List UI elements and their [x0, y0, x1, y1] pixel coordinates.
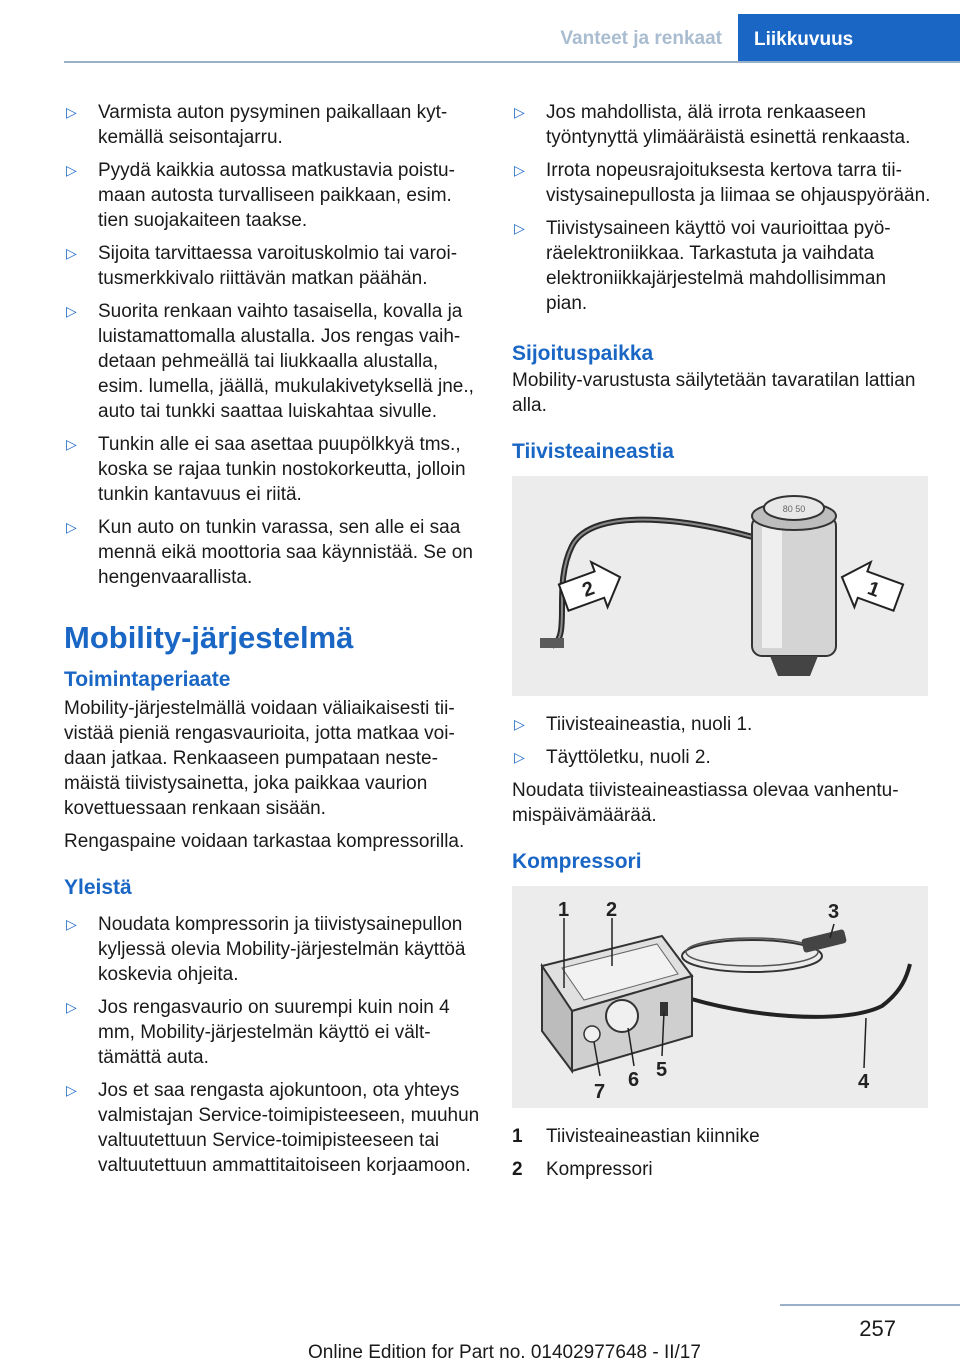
triangle-bullet-icon: ▷	[514, 220, 525, 236]
triangle-bullet-icon: ▷	[66, 999, 77, 1015]
air-hose	[682, 964, 910, 1017]
subheading-principle: Toimintaperiaate	[64, 668, 231, 691]
triangle-bullet-icon: ▷	[66, 916, 77, 932]
fig-label-7: 7	[594, 1081, 606, 1103]
list-item: ▷ Tiivisteaineastia, nuoli 1.	[514, 714, 753, 735]
fig-label-3: 3	[828, 901, 840, 923]
fig-label-1: 1	[558, 899, 570, 921]
triangle-bullet-icon: ▷	[514, 716, 525, 732]
safety-bullet-list	[64, 100, 482, 590]
left-column	[64, 100, 482, 1186]
compressor-parts-list	[512, 1124, 932, 1182]
svg-text:2: 2	[579, 577, 598, 602]
location-paragraph: Mobility-varustusta säilytetään tavaratilan lattian alla.	[512, 370, 916, 416]
list-item: ▷ Noudata kompressorin ja tiivistysainepullon kyljessä olevia Mobility-järjestelmän käyttöä koskevia ohjeita.	[66, 914, 466, 985]
power-plug	[801, 929, 847, 953]
header-rule	[64, 61, 960, 63]
subheading-container: Tiivisteaineastia	[512, 440, 674, 463]
hose-connector	[540, 638, 564, 648]
pressure-paragraph: Rengaspaine voidaan tarkastaa kompressorilla.	[64, 831, 465, 852]
pressure-gauge	[606, 1000, 638, 1032]
right-bullet-list	[512, 100, 932, 316]
bottle-valve	[770, 656, 818, 676]
triangle-bullet-icon: ▷	[514, 162, 525, 178]
svg-text:1: 1	[864, 577, 883, 602]
list-item: ▷ Irrota nopeusrajoituksesta kertova tarra tiivistysainepullosta ja liimaa se ohjauspyörään.	[514, 160, 931, 206]
arrow-1-icon	[834, 555, 907, 621]
list-item: ▷ Varmista auton pysyminen paikallaan kytkemällä seisontajarru.	[66, 102, 448, 148]
list-item: 2 Kompressori	[512, 1159, 653, 1180]
subheading-compressor: Kompressori	[512, 850, 642, 873]
subheading-general: Yleistä	[64, 876, 132, 899]
triangle-bullet-icon: ▷	[66, 436, 77, 452]
section-heading-mobility: Mobility-järjestelmä	[64, 620, 354, 655]
cap-label: 80 50	[782, 504, 806, 514]
triangle-bullet-icon: ▷	[66, 162, 77, 178]
subheading-location: Sijoituspaikka	[512, 342, 654, 365]
triangle-bullet-icon: ▷	[66, 245, 77, 261]
sealant-container-figure	[512, 476, 928, 696]
header-chapter-tab: Liikkuvuus	[738, 14, 960, 62]
expiry-paragraph: Noudata tiivisteaineastiassa olevaa vanhentumispäivämäärää.	[512, 780, 899, 826]
footer-rule	[780, 1304, 960, 1306]
list-item: ▷ Suorita renkaan vaihto tasaisella, kovalla ja luistamattomalla alustalla. Jos rengas vaihdetaan pehmeällä tai liukkaalla alustalla, esim. lumella, jäällä, mukulakivetyksellä jne., auto tai tunkki saattaa luiskahtaa sivulle.	[66, 301, 474, 422]
list-item: ▷ Jos et saa rengasta ajokuntoon, ota yhteys valmistajan Service-toimipisteeseen, muuhun valtuutettuun Service-toimipisteeseen tai valtuutettuun ammattitaitoiseen korjaamoon.	[66, 1080, 480, 1176]
principle-paragraph: Mobility-järjestelmällä voidaan väliaikaisesti tiivistää pieniä rengasvaurioita, jotta matkaa voidaan jatkaa. Renkaaseen pumpataan nestemäistä tiivistysainetta, joka paikkaa vaurion kovettuessaan renkaan sisään.	[64, 698, 455, 819]
fig-label-6: 6	[628, 1069, 640, 1091]
fig-label-4: 4	[858, 1071, 870, 1093]
fig-label-2: 2	[606, 899, 618, 921]
header-section-title: Vanteet ja renkaat	[560, 28, 722, 49]
right-column	[512, 100, 932, 1190]
triangle-bullet-icon: ▷	[514, 749, 525, 765]
list-item: 1 Tiivisteaineastian kiinnike	[512, 1126, 760, 1147]
list-item: ▷ Sijoita tarvittaessa varoituskolmio tai varoitusmerkkivalo riittävän matkan päähän.	[66, 243, 458, 289]
list-item: ▷ Tiivistysaineen käyttö voi vaurioittaa pyöräelektroniikkaa. Tarkastuta ja vaihdata elektroniikkajärjestelmä mahdollisimman pian.	[514, 218, 891, 314]
sealant-container-illustration	[512, 476, 928, 696]
list-item: ▷ Pyydä kaikkia autossa matkustavia poistumaan autosta turvalliseen paikkaan, esim. tien suojakaiteen taakse.	[66, 160, 455, 231]
triangle-bullet-icon: ▷	[66, 104, 77, 120]
triangle-bullet-icon: ▷	[66, 1082, 77, 1098]
gauge-button	[584, 1026, 600, 1042]
edition-note: Online Edition for Part no. 01402977648 - II/17	[308, 1342, 701, 1362]
triangle-bullet-icon: ▷	[66, 303, 77, 319]
container-bullet-list	[512, 712, 932, 770]
compressor-figure	[512, 886, 928, 1108]
page-number: 257	[859, 1316, 896, 1341]
fig-label-5: 5	[656, 1059, 668, 1081]
list-item: ▷ Tunkin alle ei saa asettaa puupölkkyä tms., koska se rajaa tunkin nostokorkeutta, jolloin tunkin kantavuus ei riitä.	[66, 434, 466, 505]
list-item: ▷ Jos rengasvaurio on suurempi kuin noin 4 mm, Mobility-järjestelmän käyttö ei välttämättä auta.	[66, 997, 450, 1068]
list-item: ▷ Kun auto on tunkin varassa, sen alle ei saa mennä eikä moottoria saa käynnistää. Se on hengenvaarallista.	[66, 517, 473, 588]
triangle-bullet-icon: ▷	[66, 519, 77, 535]
list-item: ▷ Jos mahdollista, älä irrota renkaaseen työntynyttä ylimääräistä esinettä renkaasta.	[514, 102, 911, 148]
compressor-illustration	[512, 886, 928, 1108]
general-bullet-list	[64, 912, 482, 1178]
triangle-bullet-icon: ▷	[514, 104, 525, 120]
list-item: ▷ Täyttöletku, nuoli 2.	[514, 747, 711, 768]
page-header	[0, 0, 960, 62]
